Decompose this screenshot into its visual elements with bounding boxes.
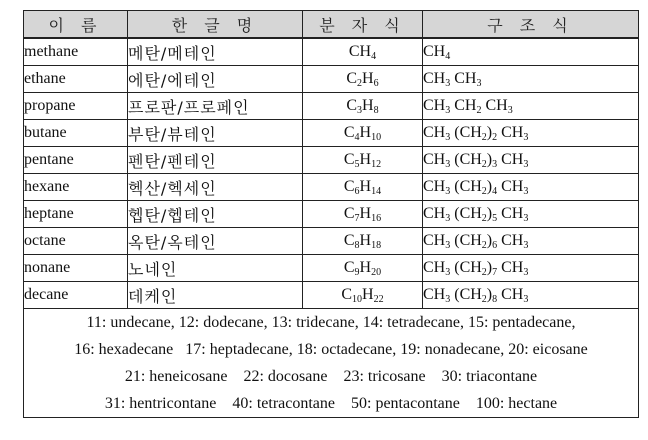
english-name: heptane (24, 201, 128, 228)
english-name: ethane (24, 66, 128, 93)
structural-formula: $CH_4$ (423, 38, 639, 66)
korean-name: 옥탄/옥테인 (128, 228, 303, 255)
molecular-formula: $CH_4$ (303, 38, 423, 66)
english-name: hexane (24, 174, 128, 201)
note-item: 11: undecane, (86, 314, 175, 331)
table-row (24, 201, 639, 228)
structural-formula: $CH_3$ $(CH_2)_7$ $CH_3$ (423, 255, 639, 282)
note-item: 30: triacontane (441, 368, 538, 385)
structural-formula: $CH_3$ $(CH_2)_4$ $CH_3$ (423, 174, 639, 201)
table-row (24, 282, 639, 309)
korean-name: 헵탄/헵테인 (128, 201, 303, 228)
table-row (24, 255, 639, 282)
header-name: 이 름 (24, 11, 128, 39)
table-row (24, 120, 639, 147)
alkane-table-container (23, 10, 638, 418)
korean-name: 에탄/에테인 (128, 66, 303, 93)
notes-line (24, 309, 638, 336)
molecular-formula: $C_5H_{12}$ (303, 147, 423, 174)
structural-formula: $CH_3$ $(CH_2)_6$ $CH_3$ (423, 228, 639, 255)
korean-name: 펜탄/펜테인 (128, 147, 303, 174)
molecular-formula: $C_4H_{10}$ (303, 120, 423, 147)
molecular-formula: $C_2H_6$ (303, 66, 423, 93)
molecular-formula: $C_3H_8$ (303, 93, 423, 120)
header-korean-name: 한 글 명 (128, 11, 303, 39)
note-item: 31: hentricontane (104, 395, 217, 412)
molecular-formula: $C_9H_{20}$ (303, 255, 423, 282)
korean-name: 노네인 (128, 255, 303, 282)
notes-row (24, 309, 639, 418)
structural-formula: $CH_3$ $CH_3$ (423, 66, 639, 93)
header-molecular-formula: 분 자 식 (303, 11, 423, 39)
structural-formula: $CH_3$ $(CH_2)_8$ $CH_3$ (423, 282, 639, 309)
molecular-formula: $C_{10}H_{22}$ (303, 282, 423, 309)
note-item: 50: pentacontane (351, 395, 460, 412)
higher-alkane-notes (24, 309, 639, 418)
table-row (24, 93, 639, 120)
note-item: 14: tetradecane, (362, 314, 464, 331)
note-item: 20: eicosane (508, 341, 588, 358)
note-item: 15: pentadecane, (467, 314, 576, 331)
korean-name: 데케인 (128, 282, 303, 309)
header-structural-formula: 구 조 식 (423, 11, 639, 39)
english-name: propane (24, 93, 128, 120)
alkane-naming-table (23, 10, 639, 418)
note-item: 18: octadecane, (296, 341, 397, 358)
english-name: octane (24, 228, 128, 255)
structural-formula: $CH_3$ $CH_2$ $CH_3$ (423, 93, 639, 120)
note-item: 23: tricosane (343, 368, 426, 385)
note-item: 100: hectane (475, 395, 558, 412)
structural-formula: $CH_3$ $(CH_2)_2$ $CH_3$ (423, 120, 639, 147)
header-row (24, 11, 639, 39)
note-item: 19: nonadecane, (400, 341, 505, 358)
table-row (24, 228, 639, 255)
table-row (24, 38, 639, 66)
notes-line (24, 390, 638, 417)
table-row (24, 174, 639, 201)
korean-name: 부탄/뷰테인 (128, 120, 303, 147)
english-name: methane (24, 38, 128, 66)
note-item: 21: heneicosane (124, 368, 228, 385)
molecular-formula: $C_7H_{16}$ (303, 201, 423, 228)
korean-name: 프로판/프로페인 (128, 93, 303, 120)
korean-name: 헥산/헥세인 (128, 174, 303, 201)
notes-line (24, 363, 638, 390)
english-name: pentane (24, 147, 128, 174)
notes-line (24, 336, 638, 363)
note-item: 16: hexadecane (74, 341, 174, 358)
molecular-formula: $C_8H_{18}$ (303, 228, 423, 255)
table-row (24, 66, 639, 93)
note-item: 12: dodecane, (178, 314, 268, 331)
table-body (24, 38, 639, 418)
note-item: 22: docosane (243, 368, 328, 385)
note-item: 13: tridecane, (271, 314, 359, 331)
structural-formula: $CH_3$ $(CH_2)_5$ $CH_3$ (423, 201, 639, 228)
english-name: nonane (24, 255, 128, 282)
english-name: butane (24, 120, 128, 147)
english-name: decane (24, 282, 128, 309)
table-row (24, 147, 639, 174)
note-item: 40: tetracontane (232, 395, 335, 412)
note-item: 17: heptadecane, (185, 341, 293, 358)
korean-name: 메탄/메테인 (128, 38, 303, 66)
structural-formula: $CH_3$ $(CH_2)_3$ $CH_3$ (423, 147, 639, 174)
molecular-formula: $C_6H_{14}$ (303, 174, 423, 201)
